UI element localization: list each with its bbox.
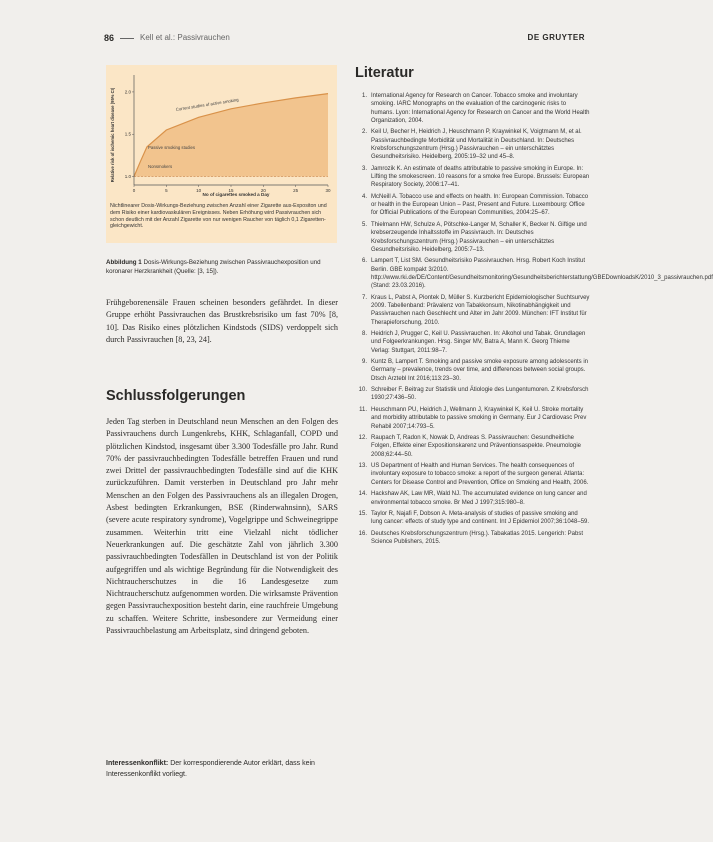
header-rule bbox=[120, 38, 134, 39]
reference-number: 4. bbox=[361, 193, 367, 200]
reference-item bbox=[355, 257, 713, 290]
reference-number: 13. bbox=[358, 463, 367, 470]
running-head: Kell et al.: Passivrauchen bbox=[140, 33, 230, 42]
reference-text: Keil U, Becher H, Heidrich J, Heuschmann P, Kraywinkel K, Voigtmann M, et al. Passivrauchbedingte Morbidität und Mortalität in Deutschland. In: Deutsches Krebsforschungszentrum (Hrsg.) Passivrauchen – ein unterschätztes Gesundheitsrisiko. Heidelberg, 2005:19–32 und 45–8. bbox=[371, 129, 582, 161]
reference-text: Lampert T, List SM. Gesundheitsrisiko Passivrauchen. Hrsg. Robert Koch Institut Berlin. GBE kompakt 3/2010. http://www.rki.de/DE/Content/Gesundheitsmonitoring/Gesundheitsberichterstattung/GBEDownloadsK/2010_3_passivrauchen.pdf (Stand: 23.03.2016). bbox=[371, 258, 713, 290]
reference-item bbox=[355, 193, 590, 218]
reference-number: 3. bbox=[361, 165, 367, 172]
reference-number: 1. bbox=[361, 93, 367, 99]
reference-item bbox=[355, 358, 590, 383]
reference-text: Hackshaw AK, Law MR, Wald NJ. The accumulated evidence on lung cancer and environmental tobacco smoke. Br Med J 1997;315:980–8. bbox=[371, 491, 587, 506]
body-paragraph-2: Jeden Tag sterben in Deutschland neun Menschen an den Folgen des Passivrauchens durch Lungenkrebs, KHK, Schlaganfall, COPD und plötzlichen Kindstod, insgesamt über 3.300 Todesfälle pro Jahr. Rund 70% der passivrauchbedingten Todesfälle betreffen Frauen und rund zwei Drittel der passivrauchbedingten Todesfälle sind auf die KHK zurückzuführen. Damit versterben in Deutschland pro Jahr mehr Menschen an den Folgen des Passivrauchens als an illegalen Drogen, Asbest bedingten Erkrankungen, BSE (Rinderwahnsinn), SARS (severe acute respiratory syndrome), Vogelgrippe und Schweinegrippe zusammen. Weiterhin tritt eine Vielzahl nicht tödlicher Neuerkrankungen auf. Die geschätzte Zahl von jährlich 3.300 passivrauchbedingten Todesfällen in Deutschland ist von der Politik aufgegriffen und als wichtige Begründung für die Notwendigkeit des Nichtraucherschutzes in die 16 Landesgesetze zum Nichtraucherschutz aufgenommen worden. Die wirksamste Prävention gegen Passivrauchexposition besteht darin, eine rauchfreie Umgebung zu schaffen. Weitere Schritte, insbesondere zur Vermeidung einer Passivrauchbelastung am Arbeitsplatz, sind dringend geboten. bbox=[106, 417, 338, 636]
y-tick-label: 1.0 bbox=[124, 174, 131, 180]
reference-item bbox=[355, 294, 590, 327]
y-tick-label: 1.5 bbox=[124, 131, 131, 137]
curve-annotation: Current studies of active smoking bbox=[175, 97, 239, 112]
reference-item bbox=[355, 386, 590, 403]
reference-text: US Department of Health and Human Services. The health consequences of involuntary exposure to tobacco smoke: a report of the surgeon general. Atlanta: Centers for Disease Control and Prevention, Office on Smoking and Health, 2006. bbox=[371, 463, 589, 486]
x-tick-label: 0 bbox=[132, 188, 136, 193]
body-paragraph-1: Frühgeborenensäle Frauen scheinen besonders gefährdet. In dieser Gruppe erhöht Passivrauchen das Brustkrebsrisiko um fast 70% [8, 10]. Das Risiko eines plötzlichen Kindstods (SIDS) verdoppelt sich durch Passivrauchen [8, 23, 24]. bbox=[106, 298, 338, 344]
reference-number: 10. bbox=[358, 387, 367, 394]
reference-item bbox=[355, 510, 590, 527]
figure-caption-text: Dosis-Wirkungs-Beziehung zwischen Passivrauchexposition und koronarer Herzkrankheit (Quelle: [3, 15]). bbox=[106, 259, 321, 275]
reference-item bbox=[355, 406, 590, 431]
reference-item bbox=[355, 165, 590, 190]
x-tick-label: 15 bbox=[228, 188, 234, 193]
reference-number: 14. bbox=[358, 491, 367, 498]
reference-number: 12. bbox=[358, 435, 367, 442]
reference-text: Raupach T, Radon K, Nowak D, Andreas S. Passivrauchen: Gesundheitliche Folgen, Effekte einer Expositionskarenz und Präventionsaspekte. Pneumologie 2008;62:44–50. bbox=[371, 435, 582, 458]
reference-item bbox=[355, 490, 590, 507]
page-number: 86 bbox=[104, 33, 115, 43]
nonsmokers-annotation: Nonsmokers bbox=[148, 164, 173, 169]
x-tick-label: 5 bbox=[165, 188, 168, 193]
reference-text: Deutsches Krebsforschungszentrum (Hrsg.). Tabakatlas 2015. Lengerich: Pabst Science Publishers, 2015. bbox=[371, 530, 583, 546]
reference-text: Thielmann HW, Schulze A, Pötschke-Langer M, Schaller K, Becker N. Giftige und krebserzeugende Inhaltsstoffe im Passivrauch. In: Deutsches Krebsforschungszentrum (Hrsg.) Passivrauchen – ein unterschätztes Gesundheitsrisiko. Heidelberg, 2005:7–13. bbox=[371, 221, 587, 253]
reference-text: International Agency for Research on Cancer. Tobacco smoke and involuntary smoking. IARC Monographs on the evaluation of the carcinogenic risks to humans. Lyon: International Agency for Research on Cancer and the World Health Organization, 2004. bbox=[371, 93, 590, 124]
coi-label: Interessenkonflikt: bbox=[106, 760, 169, 767]
reference-number: 5. bbox=[361, 221, 367, 228]
reference-item bbox=[355, 221, 590, 254]
passive-smoking-annotation: Passive smoking studies bbox=[148, 145, 196, 150]
publisher-name: DE GRUYTER bbox=[527, 33, 585, 42]
reference-text: Schreiber F. Beitrag zur Statistik und Ätiologie des Lungentumoren. Z Krebsforsch 1930;27:436–50. bbox=[371, 387, 589, 402]
conflict-of-interest bbox=[106, 758, 338, 780]
reference-item bbox=[355, 128, 590, 161]
risk-chart bbox=[106, 65, 337, 203]
literature-heading: Literatur bbox=[355, 65, 414, 81]
figure-inner-caption: Nichtlinearer Dosis-Wirkungs-Beziehung zwischen Anzahl einer Zigarette aus-Expositon und dem Risiko einer kardiovaskulären Ereignisses. Neben Erhöhung wird Passivrauchen sich schon deutlich mit der Anzahl Zigarette von nur wenigen Raucher von täglich 0,1 Zigaretten-gleichgewicht. bbox=[110, 203, 327, 230]
section-heading: Schlussfolgerungen bbox=[106, 388, 246, 404]
reference-list bbox=[355, 92, 713, 550]
x-tick-label: 30 bbox=[325, 188, 331, 193]
reference-item bbox=[355, 530, 590, 547]
reference-number: 15. bbox=[358, 510, 367, 517]
reference-item bbox=[355, 434, 590, 459]
reference-number: 9. bbox=[361, 359, 367, 366]
y-tick-label: 2.0 bbox=[124, 89, 131, 95]
reference-text: Kuntz B, Lampert T. Smoking and passive smoke exposure among adolescents in Germany – prevalence, trends over time, and differences between social groups. Dtsch Arztebl Int 2016;113:23–30. bbox=[371, 359, 589, 382]
figure-label: Abbildung 1 bbox=[106, 259, 142, 266]
x-tick-label: 20 bbox=[260, 188, 266, 193]
reference-text: Kraus L, Pabst A, Piontek D, Müller S. Kurzbericht Epidemiologischer Suchtsurvey 2009. Tabellenband: Prävalenz von Tabakkonsum, Nikotinabhängigkeit und Passivrauchen nach Geschlecht und Alter im Jahr 2009. München: IFT Institut für Therapieforschung, 2010. bbox=[371, 294, 590, 326]
reference-number: 8. bbox=[361, 331, 367, 338]
reference-text: Taylor R, Najafi F, Dobson A. Meta-analysis of studies of passive smoking and lung cancer: effects of study type and continent. Int J Epidemiol 2007;36:1048–59. bbox=[371, 510, 590, 526]
reference-text: Heuschmann PU, Heidrich J, Wellmann J, Kraywinkel K, Keil U. Stroke mortality and morbidity attributable to passive smoking in Germany. Eur J Cardiovasc Prev Rehabil 2007;14:793–5. bbox=[371, 406, 587, 430]
reference-number: 11. bbox=[359, 406, 367, 413]
x-tick-label: 10 bbox=[196, 188, 202, 193]
reference-number: 7. bbox=[361, 294, 367, 301]
reference-item bbox=[355, 462, 590, 487]
reference-number: 2. bbox=[361, 129, 367, 136]
reference-text: Heidrich J, Prugger C, Keil U. Passivrauchen. In: Alkohol und Tabak. Grundlagen und Folgeerkrankungen. Hrsg. Singer MV, Batra A, Mann K. Georg Thieme Verlag: Stuttgart, 2011:98–7. bbox=[371, 331, 586, 354]
reference-number: 16. bbox=[358, 530, 367, 537]
reference-text: Jamrozik K. An estimate of deaths attributable to passive smoking in Europe. In: Lifting the smokescreen. 10 reasons for a smoke free Europe. Brussels: European Respiratory Society, 2006:17–41. bbox=[371, 165, 590, 189]
x-tick-label: 25 bbox=[293, 188, 299, 193]
reference-item bbox=[355, 92, 590, 125]
x-axis-label: No of cigarettes smoked a Day bbox=[202, 192, 270, 197]
coi-text: Der korrespondierende Autor erklärt, dass kein Interessenkonflikt vorliegt. bbox=[106, 760, 315, 778]
reference-number: 6. bbox=[361, 258, 367, 265]
y-axis-label: Relative risk of ischemic heart disease (95% CI) bbox=[110, 87, 115, 183]
reference-text: McNeill A. Tobacco use and effects on health. In: European Commission. Tobacco or health in the European Union – Past, Present and Future. Luxembourg: Office for Official Publications of the European Communities, 2004:25–67. bbox=[371, 193, 589, 217]
figure-caption bbox=[106, 258, 338, 276]
reference-item bbox=[355, 330, 590, 355]
